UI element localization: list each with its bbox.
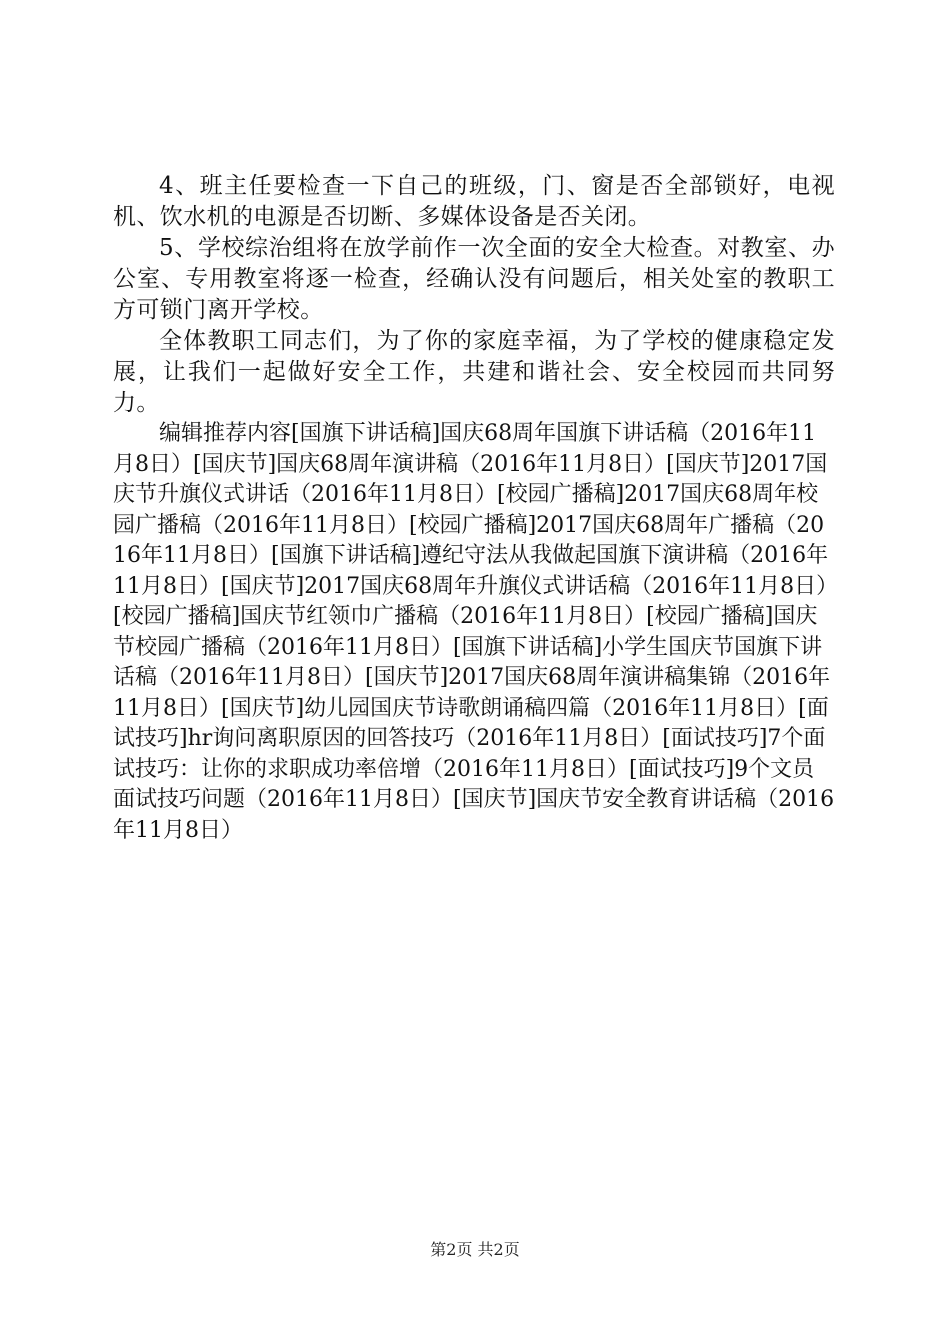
recommended-content: 编辑推荐内容[国旗下讲话稿]国庆68周年国旗下讲话稿（2016年11月8日）[国庆节]国庆68周年演讲稿（2016年11月8日）[国庆节]2017国庆节升旗仪式讲话（2016年11月8日）[校园广播稿]2017国庆68周年校园广播稿（2016年11月8日）[校园广播稿]2017国庆68周年广播稿（2016年11月8日）[国旗下讲话稿]遵纪守法从我做起国旗下演讲稿（2016年11月8日）[国庆节]2017国庆68周年升旗仪式讲话稿（2016年11月8日）[校园广播稿]国庆节红领巾广播稿（2016年11月8日）[校园广播稿]国庆节校园广播稿（2016年11月8日）[国旗下讲话稿]小学生国庆节国旗下讲话稿（2016年11月8日）[国庆节]2017国庆68周年演讲稿集锦（2016年11月8日）[国庆节]幼儿园国庆节诗歌朗诵稿四篇（2016年11月8日）[面试技巧]hr询问离职原因的回答技巧（2016年11月8日）[面试技巧]7个面试技巧：让你的求职成功率倍增（2016年11月8日）[面试技巧]9个文员面试技巧问题（2016年11月8日）[国庆节]国庆节安全教育讲话稿（2016年11月8日）	[113, 421, 835, 843]
paragraph-item-4: 4、班主任要检查一下自己的班级，门、窗是否全部锁好，电视机、饮水机的电源是否切断、多媒体设备是否关闭。	[113, 173, 835, 230]
document-body	[113, 171, 835, 846]
paragraph-closing: 全体教职工同志们，为了你的家庭幸福，为了学校的健康稳定发展，让我们一起做好安全工作，共建和谐社会、安全校园而共同努力。	[113, 328, 835, 416]
paragraph-item-5: 5、学校综治组将在放学前作一次全面的安全大检查。对教室、办公室、专用教室将逐一检查，经确认没有问题后，相关处室的教职工方可锁门离开学校。	[113, 235, 835, 323]
page-number-footer: 第2页 共2页	[430, 1240, 520, 1259]
